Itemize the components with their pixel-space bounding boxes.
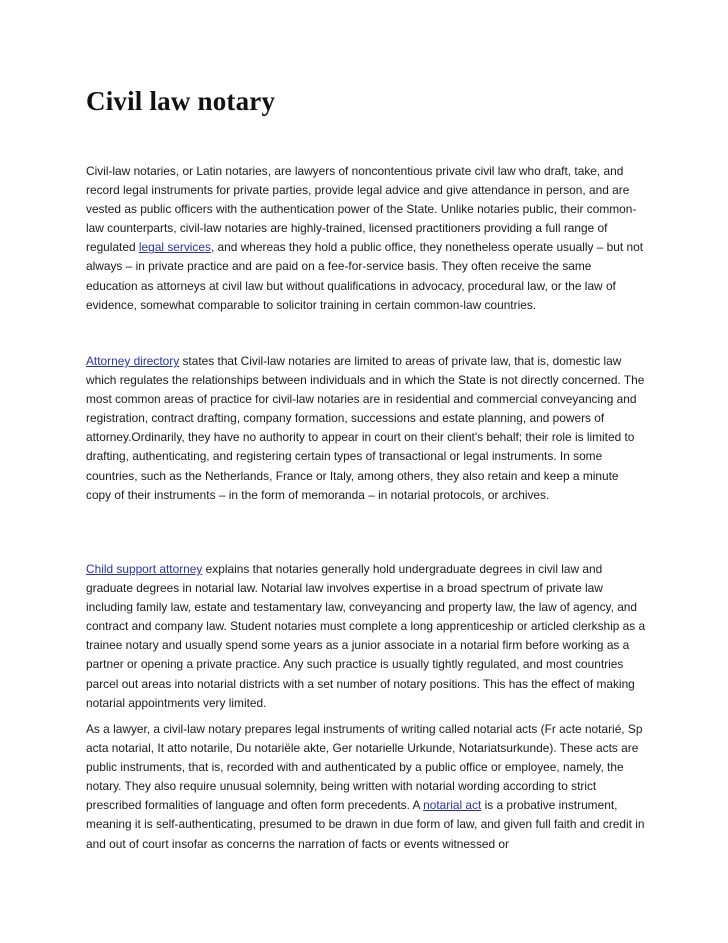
child-support-attorney-link[interactable]: Child support attorney — [86, 562, 203, 576]
paragraph-4-text-before: As a lawyer, a civil-law notary prepares legal instruments of writing called notarial acts (Fr acte notarié, Sp acta notarial, It atto notarile, Du notariële akte, Ger notarielle Urkunde, Notariatsurkunde). These acts are public instruments, that is, recorded with and authenticated by a public office or employee, namely, the notary. They also require unusual solemnity, being written with notarial wording according to strict prescribed formalities of language and often form precedents. A — [86, 722, 643, 813]
paragraph-4 — [86, 720, 646, 854]
paragraph-1-text-after: , and whereas they hold a public office, they nonetheless operate usually – but not always – in private practice and are paid on a fee-for-service basis. They often receive the same education as attorneys at civil law but without qualifications in advocacy, procedural law, or the law of evidence, somewhat comparable to solicitor training in certain common-law countries. — [86, 240, 644, 312]
attorney-directory-link[interactable]: Attorney directory — [86, 354, 180, 368]
legal-services-link[interactable]: legal services — [138, 240, 211, 255]
paragraph-2-text-after: states that Civil-law notaries are limited to areas of private law, that is, domestic law which regulates the relationships between individuals and in which the State is not directly concerned. The most common areas of practice for civil-law notaries are in residential and commercial conveyancing and registration, contract drafting, company formation, successions and estate planning, and powers of attorney.Ordinarily, they have no authority to appear in court on their client's behalf; their role is limited to drafting, authenticating, and registering certain types of transactional or legal instruments. In some countries, such as the Netherlands, France or Italy, among others, they also retain and keep a minute copy of their instruments – in the form of memoranda – in notarial protocols, or archives. — [86, 354, 645, 502]
paragraph-2 — [86, 352, 646, 505]
notarial-act-link[interactable]: notarial act — [423, 798, 482, 813]
paragraph-3-text-after: explains that notaries generally hold undergraduate degrees in civil law and graduate degrees in notarial law. Notarial law involves expertise in a broad spectrum of private law including family law, estate and testamentary law, conveyancing and property law, the law of agency, and contract and company law. Student notaries must complete a long apprenticeship or articled clerkship as a trainee notary and usually spend some years as a junior associate in a notarial firm before working as a partner or opening a private practice. Any such practice is usually tightly regulated, and most countries parcel out areas into notarial districts with a set number of notary positions. This has the effect of making notarial appointments very limited. — [86, 562, 646, 710]
paragraph-1 — [86, 162, 646, 315]
paragraph-4-text-after: is a probative instrument, meaning it is self-authenticating, presumed to be drawn in due form of law, and given full faith and credit in and out of court insofar as concerns the narration of facts or events witnessed or — [86, 798, 645, 851]
paragraph-1-text-before: Civil-law notaries, or Latin notaries, are lawyers of noncontentious private civil law who draft, take, and record legal instruments for private parties, provide legal advice and give attendance in person, and are vested as public officers with the authentication power of the State. Unlike notaries public, their common-law counterparts, civil-law notaries are highly-trained, licensed practitioners providing a full range of regulated — [86, 164, 637, 255]
page-title: Civil law notary — [86, 86, 276, 116]
paragraph-3 — [86, 560, 646, 713]
